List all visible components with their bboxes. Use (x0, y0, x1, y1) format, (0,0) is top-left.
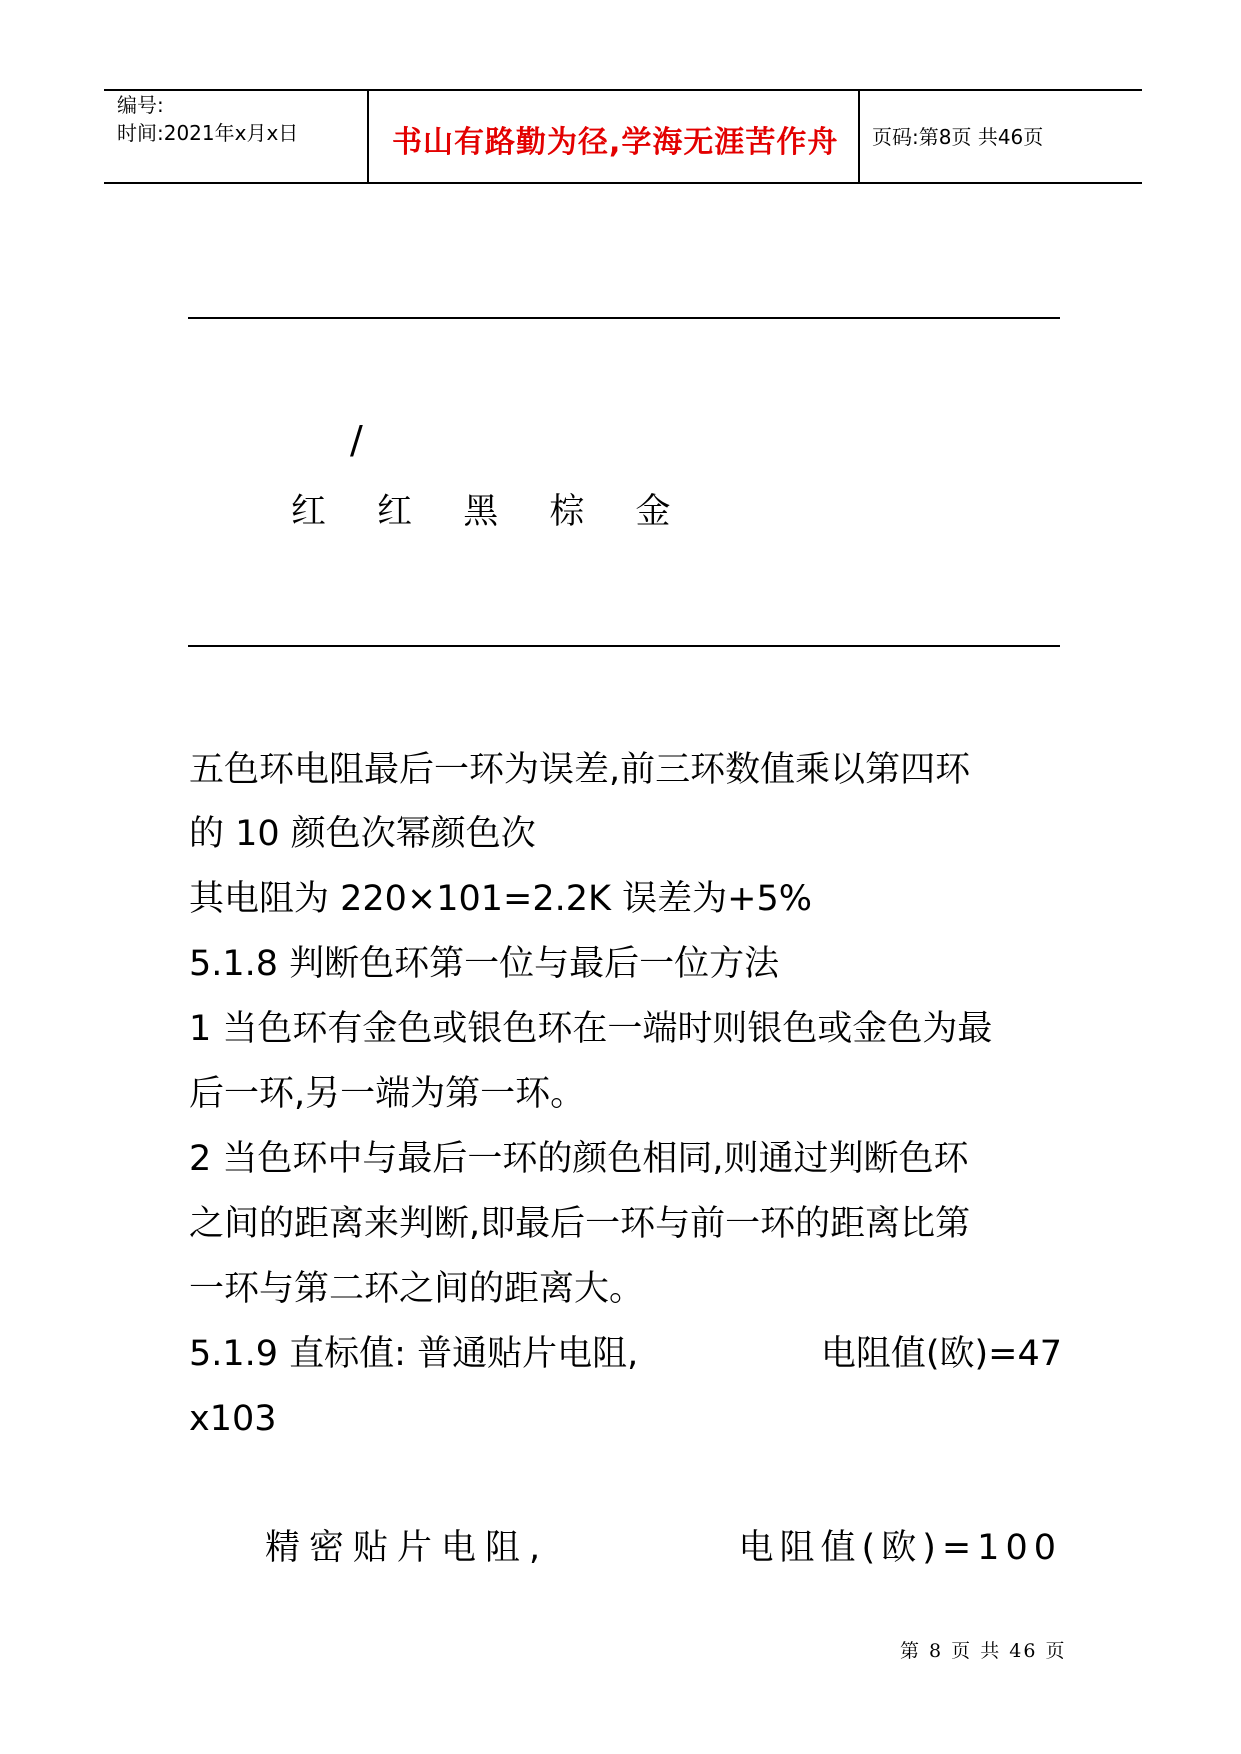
rule-2-line3: 一环与第二环之间的距离大。 (189, 1269, 645, 1309)
section-5-1-9-line1 (189, 1322, 1062, 1387)
paragraph-five-band-line1: 五色环电阻最后一环为误差,前三环数值乘以第四环 (189, 750, 971, 790)
precision-chip-label: 精密贴片电阻, (265, 1528, 550, 1568)
header-page-info: 页码:第8页 共46页 (872, 125, 1044, 149)
figure-bottom-rule (188, 645, 1060, 647)
precision-chip-resistance-value: 电阻值(欧)=100 (738, 1528, 1062, 1568)
figure-top-rule (188, 317, 1060, 319)
figure-slash: / (350, 418, 363, 462)
header-bottom-rule (104, 182, 1142, 184)
section-heading-5-1-8: 5.1.8 判断色环第一位与最后一位方法 (189, 944, 780, 984)
footer-page-number: 第 8 页 共 46 页 (900, 1640, 1067, 1662)
document-time-label: 时间:2021年x月x日 (117, 121, 299, 145)
header-motto: 书山有路勤为径,学海无涯苦作舟 (392, 125, 839, 160)
rule-1-line1: 1 当色环有金色或银色环在一端时则银色或金色为最 (189, 1009, 993, 1049)
header-divider-left (367, 90, 369, 184)
paragraph-resistance-result: 其电阻为 220×101=2.2K 误差为+5% (189, 879, 812, 919)
standard-chip-resistance-value: 电阻值(欧)=47 (820, 1334, 1062, 1374)
header-top-rule (104, 89, 1142, 91)
paragraph-five-band-line2: 的 10 颜色次幂颜色次 (189, 814, 536, 854)
document-number-label: 编号: (117, 93, 164, 117)
rule-2-line2: 之间的距离来判断,即最后一环与前一环的距离比第 (189, 1204, 971, 1244)
header-divider-right (858, 90, 860, 184)
color-band-labels: 红 红 黑 棕 金 (291, 492, 691, 532)
rule-2-line1: 2 当色环中与最后一环的颜色相同,则通过判断色环 (189, 1139, 969, 1179)
rule-1-line2: 后一环,另一端为第一环。 (189, 1074, 586, 1114)
section-5-1-9-line2: x103 (189, 1399, 277, 1439)
section-5-1-9-label: 5.1.9 直标值: 普通贴片电阻, (189, 1334, 639, 1374)
